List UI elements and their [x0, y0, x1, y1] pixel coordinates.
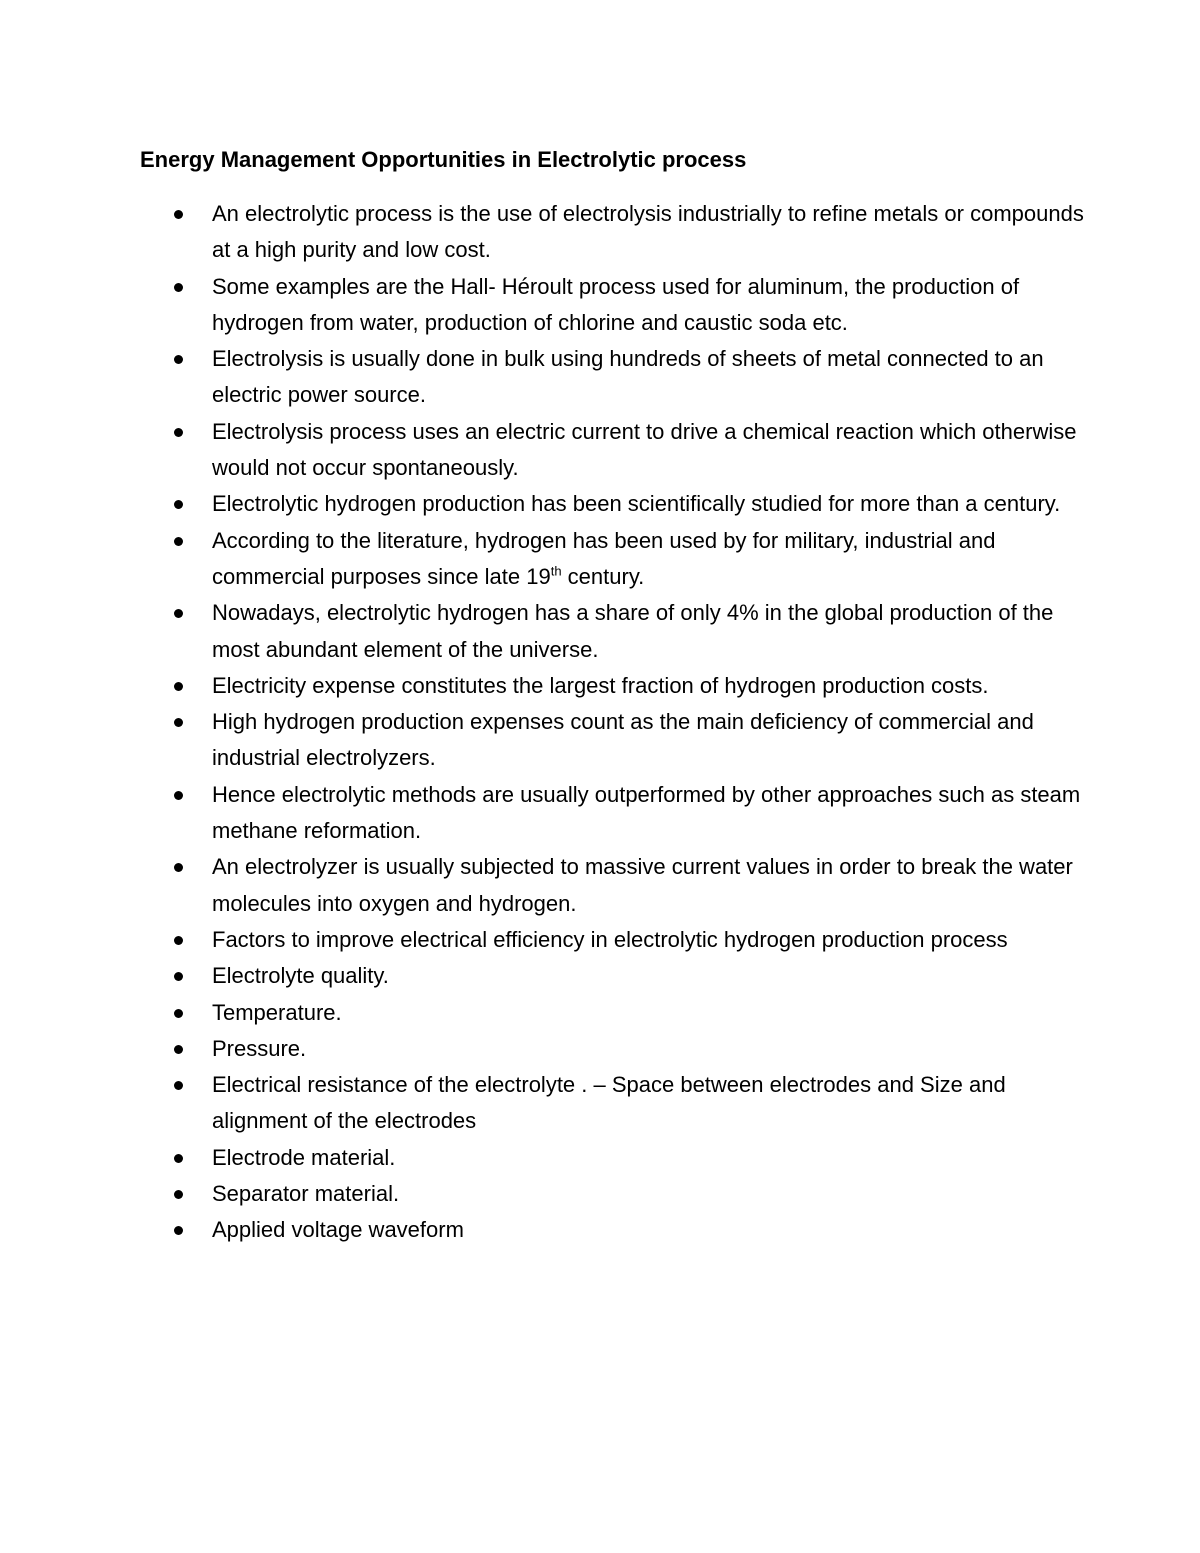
list-item: [212, 668, 1092, 704]
list-item-text: Pressure.: [212, 1035, 307, 1061]
list-item: [212, 341, 1092, 414]
bullet-icon: [174, 791, 183, 800]
list-item-text: Nowadays, electrolytic hydrogen has a share of only 4% in the global production of the most abundant element of the universe.: [212, 600, 1054, 662]
bullet-icon: [174, 1081, 183, 1090]
list-item-text: According to the literature, hydrogen has been used by for military, industrial and commercial purposes since late 19: [212, 527, 996, 589]
bullet-icon: [174, 500, 183, 509]
document-title: Energy Management Opportunities in Electrolytic process: [140, 147, 747, 172]
bullet-icon: [174, 355, 183, 364]
bullet-icon: [174, 537, 183, 546]
bullet-icon: [174, 936, 183, 945]
list-item: [212, 414, 1092, 487]
bullet-icon: [174, 1190, 183, 1199]
list-item: [212, 1140, 1092, 1176]
list-item: [212, 704, 1092, 777]
list-item-text: Electrical resistance of the electrolyte . – Space between electrodes and Size and alignment of the electrodes: [212, 1072, 1006, 1134]
list-item: [212, 486, 1092, 522]
bullet-icon: [174, 428, 183, 437]
bullet-icon: [174, 1009, 183, 1018]
bullet-icon: [174, 283, 183, 292]
list-item: [212, 995, 1092, 1031]
bullet-icon: [174, 972, 183, 981]
list-item-text: Temperature.: [212, 999, 342, 1025]
bullet-icon: [174, 1154, 183, 1163]
list-item: [212, 196, 1092, 269]
list-item: [212, 849, 1092, 922]
list-item: [212, 595, 1092, 668]
list-item: [212, 922, 1092, 958]
list-item-text: Electrolysis is usually done in bulk using hundreds of sheets of metal connected to an electric power source.: [212, 346, 1044, 408]
superscript-th: th: [550, 563, 562, 579]
list-item-text: Electrolysis process uses an electric current to drive a chemical reaction which otherwise would not occur spontaneously.: [212, 418, 1077, 481]
bullet-icon: [174, 1045, 183, 1054]
list-item: [212, 777, 1092, 850]
list-item: [212, 958, 1092, 994]
list-item-text: Electrolytic hydrogen production has been scientifically studied for more than a century.: [212, 491, 1061, 517]
list-item-text: Hence electrolytic methods are usually outperformed by other approaches such as steam methane reformation.: [212, 781, 1081, 844]
list-item-text: High hydrogen production expenses count as the main deficiency of commercial and industrial electrolyzers.: [212, 709, 1034, 771]
bullet-icon: [174, 682, 183, 691]
list-item: [212, 1031, 1092, 1067]
bullet-icon: [174, 1226, 183, 1235]
bullet-icon: [174, 863, 183, 872]
list-item-text: Electricity expense constitutes the largest fraction of hydrogen production costs.: [212, 672, 989, 698]
list-item: [212, 1212, 1092, 1248]
list-item: [212, 523, 1092, 596]
list-item: [212, 1176, 1092, 1212]
bullet-icon: [174, 718, 183, 727]
list-item-text: Factors to improve electrical efficiency in electrolytic hydrogen production process: [212, 926, 1008, 952]
bullet-icon: [174, 609, 183, 618]
list-item-text: Electrolyte quality.: [212, 963, 389, 989]
list-item-text-after: century.: [561, 563, 645, 589]
list-item-text: Applied voltage waveform: [212, 1217, 464, 1243]
list-item: [212, 1067, 1092, 1140]
list-item-text: An electrolyzer is usually subjected to massive current values in order to break the water molecules into oxygen and hydrogen.: [212, 854, 1073, 916]
list-item: [212, 269, 1092, 342]
list-item-text: Separator material.: [212, 1181, 400, 1207]
list-item-text: Some examples are the Hall- Héroult process used for aluminum, the production of hydrogen from water, production of chlorine and caustic soda etc.: [212, 273, 1020, 335]
list-item-text: Electrode material.: [212, 1144, 396, 1170]
list-item-text: An electrolytic process is the use of electrolysis industrially to refine metals or compounds at a high purity and low cost.: [212, 201, 1084, 263]
bullet-icon: [174, 210, 183, 219]
bullet-list: [212, 196, 1092, 1249]
